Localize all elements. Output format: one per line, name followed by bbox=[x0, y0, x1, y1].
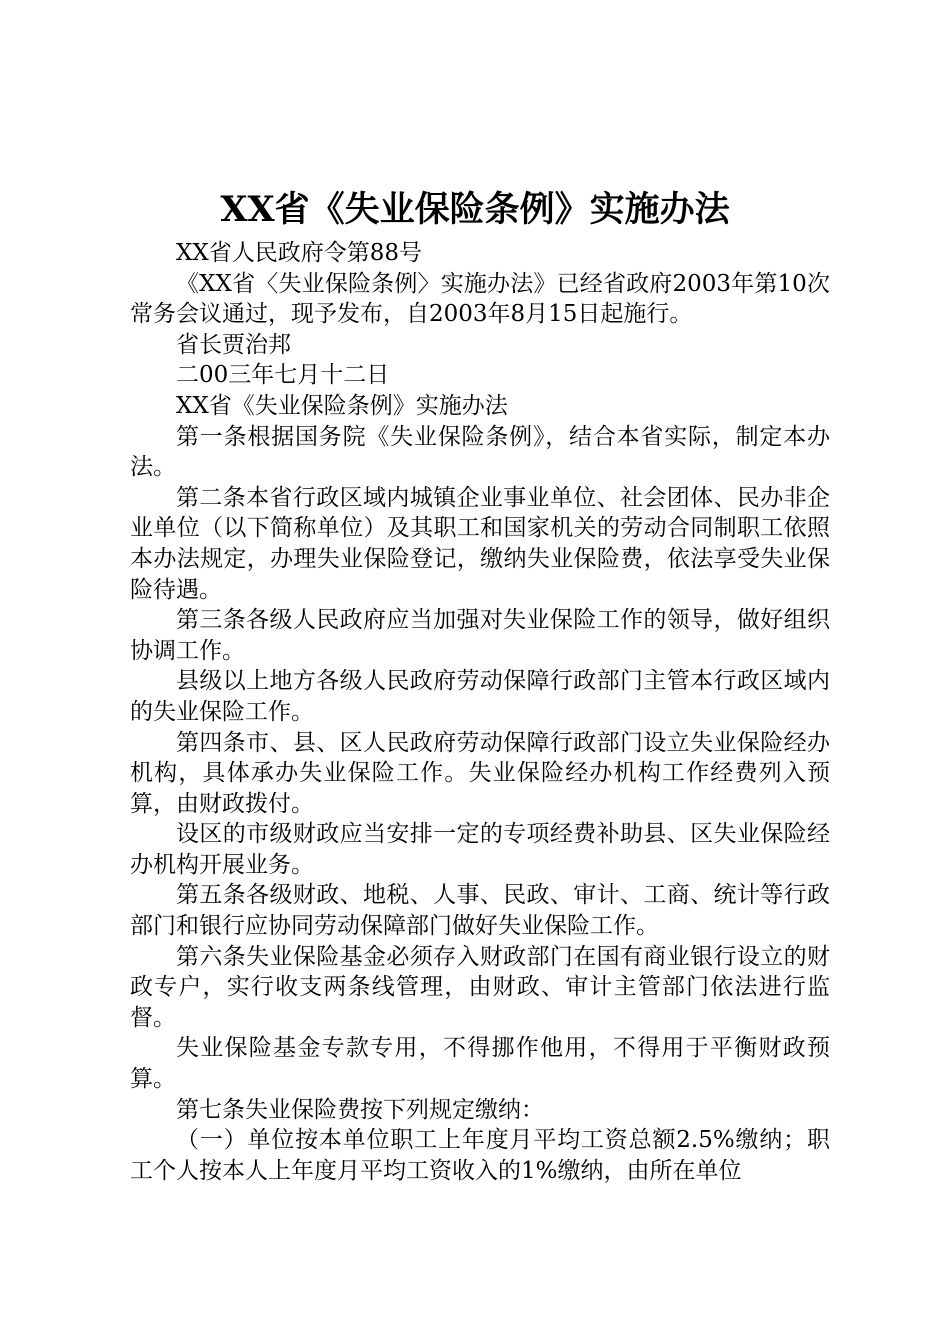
paragraph-article-3: 第三条各级人民政府应当加强对失业保险工作的领导，做好组织协调工作。 bbox=[130, 607, 830, 664]
paragraph-article-4-cont: 设区的市级财政应当安排一定的专项经费补助县、区失业保险经办机构开展业务。 bbox=[130, 821, 830, 878]
paragraph-governor: 省长贾治邦 bbox=[176, 331, 291, 358]
paragraph-article-1: 第一条根据国务院《失业保险条例》，结合本省实际，制定本办法。 bbox=[130, 423, 830, 481]
paragraph-article-3-cont: 县级以上地方各级人民政府劳动保障行政部门主管本行政区域内的失业保险工作。 bbox=[130, 668, 830, 725]
paragraph-article-5: 第五条各级财政、地税、人事、民政、审计、工商、统计等行政部门和银行应协同劳动保障部门做好失业保险工作。 bbox=[130, 882, 830, 940]
paragraph-decree-number: XX省人民政府令第88号 bbox=[176, 240, 423, 266]
paragraph-promulgation: 《XX省〈失业保险条例〉实施办法》已经省政府2003年第10次常务会议通过，现予发布，自2003年8月15日起施行。 bbox=[130, 270, 830, 328]
document-body bbox=[130, 238, 830, 1186]
paragraph-article-7-item-1: （一）单位按本单位职工上年度月平均工资总额2.5%缴纳；职工个人按本人上年度月平均工资收入的1%缴纳，由所在单位 bbox=[130, 1127, 830, 1184]
document-title: XX省《失业保险条例》实施办法 bbox=[220, 189, 730, 230]
paragraph-article-4: 第四条市、县、区人民政府劳动保障行政部门设立失业保险经办机构，具体承办失业保险工作。失业保险经办机构工作经费列入预算，由财政拨付。 bbox=[130, 729, 830, 817]
paragraph-article-6: 第六条失业保险基金必须存入财政部门在国有商业银行设立的财政专户，实行收支两条线管理，由财政、审计主管部门依法进行监督。 bbox=[130, 943, 830, 1031]
paragraph-article-2: 第二条本省行政区域内城镇企业事业单位、社会团体、民办非企业单位（以下简称单位）及其职工和国家机关的劳动合同制职工依照本办法规定，办理失业保险登记，缴纳失业保险费，依法享受失业保险待遇。 bbox=[130, 484, 830, 603]
paragraph-subtitle: XX省《失业保险条例》实施办法 bbox=[176, 392, 508, 419]
paragraph-date: 二00三年七月十二日 bbox=[176, 362, 390, 389]
paragraph-article-7: 第七条失业保险费按下列规定缴纳： bbox=[176, 1096, 544, 1123]
paragraph-article-6-cont: 失业保险基金专款专用，不得挪作他用，不得用于平衡财政预算。 bbox=[130, 1035, 830, 1093]
